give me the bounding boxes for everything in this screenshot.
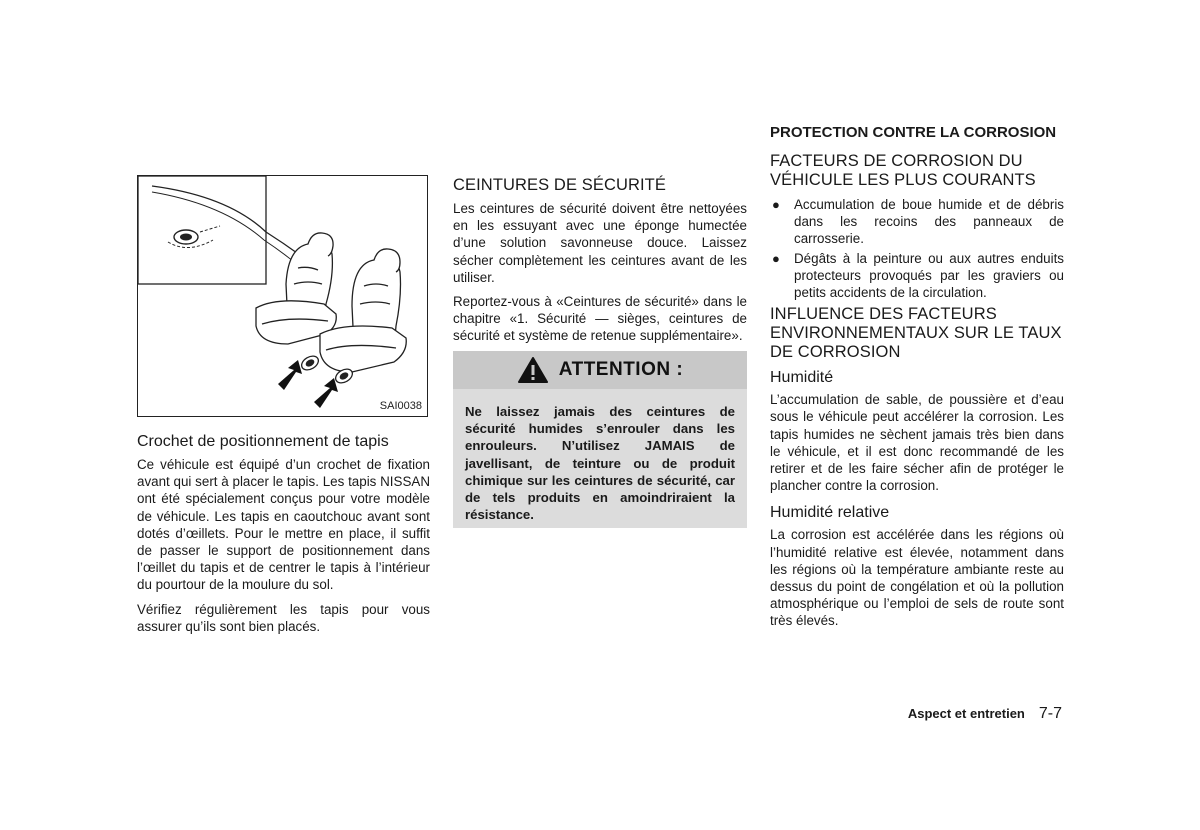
floor-mat-paragraph-1: Ce véhicule est équipé d’un crochet de fixation avant qui sert à placer le tapis. Les tapis NISSAN ont été spécialement conçus pour votre modèle de véhicule. Les tapis en caoutchouc avant sont dotés d’œillets. Pour le mettre en place, il suffit de passer le support de positionnement dans l’œillet du tapis et de centrer le tapis à l’intérieur du pourtour de la moulure du sol. [137, 457, 430, 593]
seatbelts-heading: CEINTURES DE SÉCURITÉ [453, 176, 666, 194]
left-seat [256, 233, 336, 344]
corrosion-factors-heading: FACTEURS DE CORROSION DU VÉHICULE LES PLUS COURANTS [770, 152, 1036, 189]
corrosion-main-heading: PROTECTION CONTRE LA CORROSION [770, 124, 1057, 141]
warning-triangle-icon [517, 356, 549, 384]
left-column [137, 432, 430, 635]
page-number: 7-7 [1038, 705, 1062, 722]
list-item-text: Accumulation de boue humide et de débris dans les recoins des panneaux de carrosserie. [794, 197, 1064, 247]
floor-mat-heading: Crochet de positionnement de tapis [137, 433, 389, 450]
right-column [770, 124, 1064, 630]
relative-humidity-paragraph: La corrosion est accélérée dans les régions où l’humidité relative est élevée, notamment dans les régions où la température ambiante reste au dessus du point de congélation et où la pollution atmosphérique ou l’emploi de sels de route sont très élevés. [770, 527, 1064, 629]
bullet-icon: ● [772, 197, 780, 212]
seatbelts-paragraph-1: Les ceintures de sécurité doivent être nettoyées en les essuyant avec une éponge humectée d’une solution savonneuse douce. Laissez sécher complètement les ceintures avant de les utiliser. [453, 201, 747, 285]
middle-column [453, 176, 747, 345]
attention-text: Ne laissez jamais des ceintures de sécurité humides s’enrouler dans les enrouleurs. N’utilisez JAMAIS de javellisant, de teinture ou de produit chimique sur les ceintures de sécurité, car de tels produits en amoindriraient la résistance. [465, 404, 735, 523]
floor-mat-paragraph-2: Vérifiez régulièrement les tapis pour vous assurer qu’ils sont bien placés. [137, 601, 430, 634]
attention-header [453, 351, 747, 389]
attention-box [453, 351, 747, 528]
list-item [770, 196, 1064, 248]
humidity-paragraph: L’accumulation de sable, de poussière et d’eau sous le véhicule peut accélérer la corrosion. Les tapis humides ne sèchent jamais très bien dans le véhicule, et il est donc recommandé de les retirer et de les faire sécher afin de protéger le plancher contre la corrosion. [770, 392, 1064, 494]
relative-humidity-subheading: Humidité relative [770, 504, 890, 522]
corrosion-factors-list [770, 196, 1064, 301]
seatbelts-paragraph-2: Reportez-vous à «Ceintures de sécurité» dans le chapitre «1. Sécurité — sièges, ceintures de sécurité et système de retenue supplémentaire». [453, 294, 747, 344]
environmental-factors-heading: INFLUENCE DES FACTEURS ENVIRONNEMENTAUX SUR LE TAUX DE CORROSION [770, 305, 1062, 362]
figure-code: SAI0038 [379, 400, 422, 412]
humidity-subheading: Humidité [770, 369, 834, 387]
attention-title: ATTENTION : [558, 359, 684, 380]
bullet-icon: ● [772, 250, 780, 266]
list-item-text: Dégâts à la peinture ou aux autres enduits protecteurs provoqués par les graviers ou petits accidents de la circulation. [794, 250, 1064, 301]
seat-illustration [137, 175, 428, 417]
chapter-label: Aspect et entretien [907, 706, 1025, 721]
list-item [770, 250, 1064, 302]
seat-floor-mat-diagram [138, 176, 426, 415]
page-footer [908, 705, 1062, 723]
